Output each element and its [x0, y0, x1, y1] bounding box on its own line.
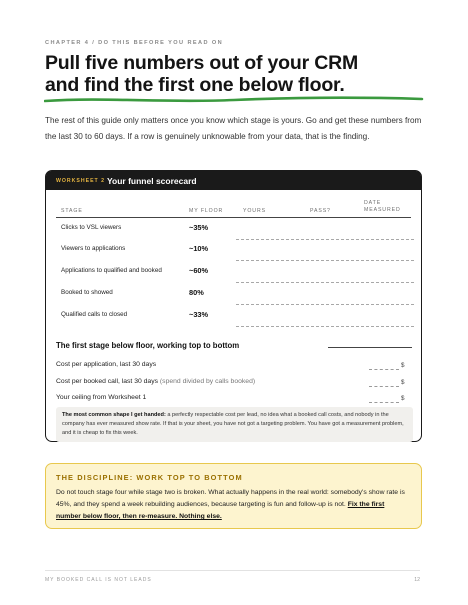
discipline-heading: THE DISCIPLINE: WORK TOP TO BOTTOM	[56, 473, 243, 482]
scorecard-row-floor: ~35%	[189, 223, 209, 232]
calc-unit: $	[401, 379, 405, 386]
calc-label-cost-per-booked-call	[56, 378, 255, 385]
scorecard-row-floor: 80%	[189, 288, 204, 297]
calc-entry-line[interactable]	[369, 386, 399, 387]
col-header-stage: STAGE	[61, 208, 83, 214]
calc-entry-line[interactable]	[369, 402, 399, 403]
scorecard-row-stage: Applications to qualified and booked	[61, 267, 162, 274]
common-shape-note	[56, 407, 413, 442]
calc-unit: $	[401, 395, 405, 402]
discipline-body: Do not touch stage four while stage two is broken. What actually happens in the real world: somebody's show rate is 45%, and they spend a week rebuilding audiences, because targeting is fun and follow-up is not.	[56, 489, 405, 508]
discipline-text	[56, 487, 411, 523]
title-underline-stroke	[44, 94, 424, 106]
scorecard-row-stage: Qualified calls to closed	[61, 311, 128, 318]
calc-label-note: (spend divided by calls booked)	[159, 378, 256, 385]
col-header-yours: YOURS	[243, 208, 266, 214]
col-header-date-line1: DATE	[364, 200, 382, 206]
col-header-date-line2: MEASURED	[364, 207, 401, 213]
calc-label-text: Cost per application, last 30 days	[56, 361, 157, 368]
scorecard-row-entry-line[interactable]	[236, 239, 414, 240]
title-line-2: and find the first one below floor.	[45, 74, 345, 96]
calc-label-text: Your ceiling from Worksheet 1	[56, 394, 147, 401]
page-number: 12	[414, 577, 420, 583]
intro-paragraph: The rest of this guide only matters once you know which stage is yours. Go and get these numbers from the last 30 to 60 days. If a row is genuinely unknowable from your data, that is the finding.	[45, 116, 422, 141]
scorecard-row-entry-line[interactable]	[236, 304, 414, 305]
chapter-label: CHAPTER 4 / DO THIS BEFORE YOU READ ON	[45, 40, 224, 46]
first-below-floor-title: The first stage below floor, working top to bottom	[56, 341, 240, 350]
common-shape-note-text: a perfectly respectable cost per lead, no idea what a booked call costs, and nobody in the company has ever measured show rate. If that is your sheet, you have not got a targeting problem. You have got a measurement problem, and it is cheap to fix this week.	[62, 412, 404, 436]
scorecard-row-stage: Booked to showed	[61, 289, 113, 296]
col-header-date	[364, 200, 401, 214]
footer-title: MY BOOKED CALL IS NOT LEADS	[45, 577, 152, 583]
scorecard-row-floor: ~60%	[189, 266, 209, 275]
discipline-callout	[45, 463, 422, 529]
col-header-floor: MY FLOOR	[189, 208, 224, 214]
col-header-pass: PASS?	[310, 208, 331, 214]
title-line-1: Pull five numbers out of your CRM	[45, 52, 358, 74]
scorecard-row-floor: ~10%	[189, 244, 209, 253]
calc-label-cost-per-application	[56, 361, 156, 368]
scorecard-row-stage: Viewers to applications	[61, 245, 126, 252]
worksheet-card	[45, 170, 422, 442]
scorecard-row-entry-line[interactable]	[236, 282, 414, 283]
worksheet-title: Your funnel scorecard	[107, 175, 197, 186]
calc-entry-line[interactable]	[369, 369, 399, 370]
footer-divider	[45, 570, 420, 571]
calc-label-ceiling	[56, 394, 146, 401]
worksheet-tag: WORKSHEET 2	[56, 177, 106, 184]
scorecard-row-stage: Clicks to VSL viewers	[61, 224, 122, 231]
scorecard-row-entry-line[interactable]	[236, 326, 414, 327]
calc-unit: $	[401, 362, 405, 369]
header-divider	[56, 217, 411, 218]
common-shape-note-lead: The most common shape I get handed:	[62, 412, 166, 418]
first-below-floor-entry-line[interactable]	[328, 347, 412, 348]
page-title	[45, 52, 435, 96]
calc-label-text: Cost per booked call, last 30 days	[56, 378, 159, 385]
discipline-emphasis: Fix the first number below floor, then re-measure. Nothing else.	[56, 501, 385, 520]
scorecard-row-floor: ~33%	[189, 310, 209, 319]
scorecard-row-entry-line[interactable]	[236, 260, 414, 261]
worksheet-header	[46, 171, 421, 190]
